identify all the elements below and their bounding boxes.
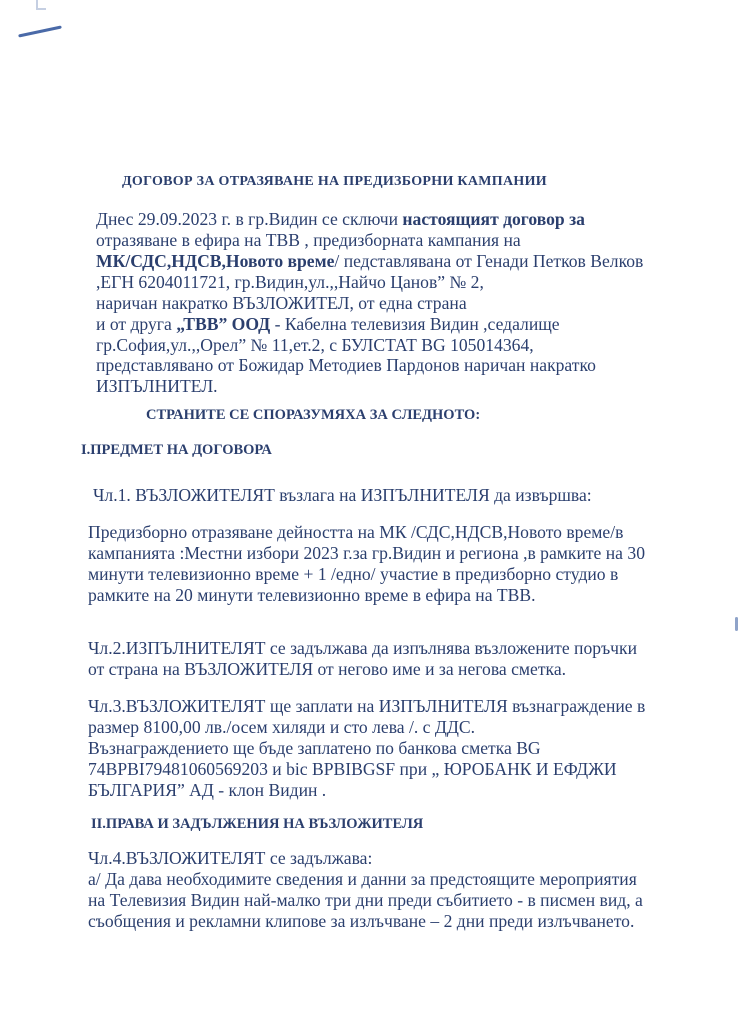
intro-line-4: ,ЕГН 6204011721, гр.Видин,ул.,,Найчо Цанов” № 2, bbox=[96, 272, 484, 292]
article-3-line-2: размер 8100,00 лв./осем хиляди и сто лева /. с ДДС. bbox=[88, 717, 476, 737]
article-3-line-5: БЪЛГАРИЯ” АД - клон Видин . bbox=[88, 780, 327, 800]
intro-line-9: ИЗПЪЛНИТЕЛ. bbox=[96, 376, 218, 396]
intro-line-2: отразяване в ефира на ТВВ , предизборната кампания на bbox=[96, 230, 521, 250]
article-4-line-3: на Телевизия Видин най-малко три дни преди събитието - в писмен вид, а bbox=[88, 890, 643, 910]
intro-and-text: и от друга bbox=[96, 314, 177, 334]
article-3-line-3: Възнаграждението ще бъде заплатено по банкова сметка BG bbox=[88, 738, 541, 758]
article-3-line-1: Чл.3.ВЪЗЛОЖИТЕЛЯТ ще заплати на ИЗПЪЛНИТЕЛЯ възнаграждение в bbox=[88, 696, 646, 716]
edge-mark bbox=[735, 617, 738, 631]
article-2-line-1: Чл.2.ИЗПЪЛНИТЕЛЯТ се задължава да изпълнява възложените поръчки bbox=[88, 638, 637, 658]
article-4-line-1: Чл.4.ВЪЗЛОЖИТЕЛЯТ се задължава: bbox=[88, 848, 373, 868]
article-2-line-2: от страна на ВЪЗЛОЖИТЕЛЯ от негово име и за негова сметка. bbox=[88, 659, 567, 679]
document-title: ДОГОВОР ЗА ОТРАЗЯВАНЕ НА ПРЕДИЗБОРНИ КАМПАНИИ bbox=[122, 174, 547, 189]
intro-line-7: гр.София,ул.,,Орел” № 11,ет.2, с БУЛСТАТ BG 105014364, bbox=[96, 335, 534, 355]
intro-line-6 bbox=[96, 314, 560, 334]
section-1-heading: I.ПРЕДМЕТ НА ДОГОВОРА bbox=[81, 442, 272, 458]
article-1: Чл.1. ВЪЗЛОЖИТЕЛЯТ възлага на ИЗПЪЛНИТЕЛЯ да извършва: bbox=[93, 485, 592, 505]
pen-mark bbox=[18, 25, 62, 37]
campaign-line-3: минути телевизионно време + 1 /едно/ участие в предизборно студио в bbox=[88, 564, 619, 584]
article-3-line-4: 74BPBI79481060569203 и bic BPBIBGSF при „ ЮРОБАНК И ЕФДЖИ bbox=[88, 759, 617, 779]
intro-date-text: Днес 29.09.2023 г. в гр.Видин се сключи bbox=[96, 209, 403, 229]
article-4-line-4: съобщения и рекламни клипове за излъчване – 2 дни преди излъчването. bbox=[88, 911, 635, 931]
client-representative: / педставлявана от Генади Петков Велков bbox=[334, 251, 644, 271]
section-2-heading: II.ПРАВА И ЗАДЪЛЖЕНИЯ НА ВЪЗЛОЖИТЕЛЯ bbox=[91, 816, 424, 832]
intro-line-1 bbox=[96, 209, 585, 229]
campaign-line-4: рамките на 20 минути телевизионно време в ефира на ТВВ. bbox=[88, 585, 536, 605]
client-party-name: МК/СДС,НДСВ,Новото време bbox=[96, 251, 335, 271]
intro-contract-text: настоящият договор за bbox=[402, 209, 585, 229]
intro-line-8: представлявано от Божидар Методиев Пардонов наричан накратко bbox=[96, 355, 596, 375]
intro-line-5: наричан накратко ВЪЗЛОЖИТЕЛ, от една страна bbox=[96, 293, 467, 313]
corner-mark bbox=[36, 0, 46, 10]
campaign-line-2: кампанията :Местни избори 2023 г.за гр.Видин и региона ,в рамките на 30 bbox=[88, 543, 645, 563]
agreed-heading: СТРАНИТЕ СЕ СПОРАЗУМЯХА ЗА СЛЕДНОТО: bbox=[146, 407, 481, 423]
article-4-line-2: а/ Да дава необходимите сведения и данни за предстоящите мероприятия bbox=[88, 869, 637, 889]
campaign-line-1: Предизборно отразяване дейността на МК /СДС,НДСВ,Новото време/в bbox=[88, 522, 624, 542]
contractor-desc: - Кабелна телевизия Видин ,седалище bbox=[270, 314, 560, 334]
intro-line-3 bbox=[96, 251, 643, 271]
contractor-company: „ТВВ” ООД bbox=[176, 314, 271, 334]
